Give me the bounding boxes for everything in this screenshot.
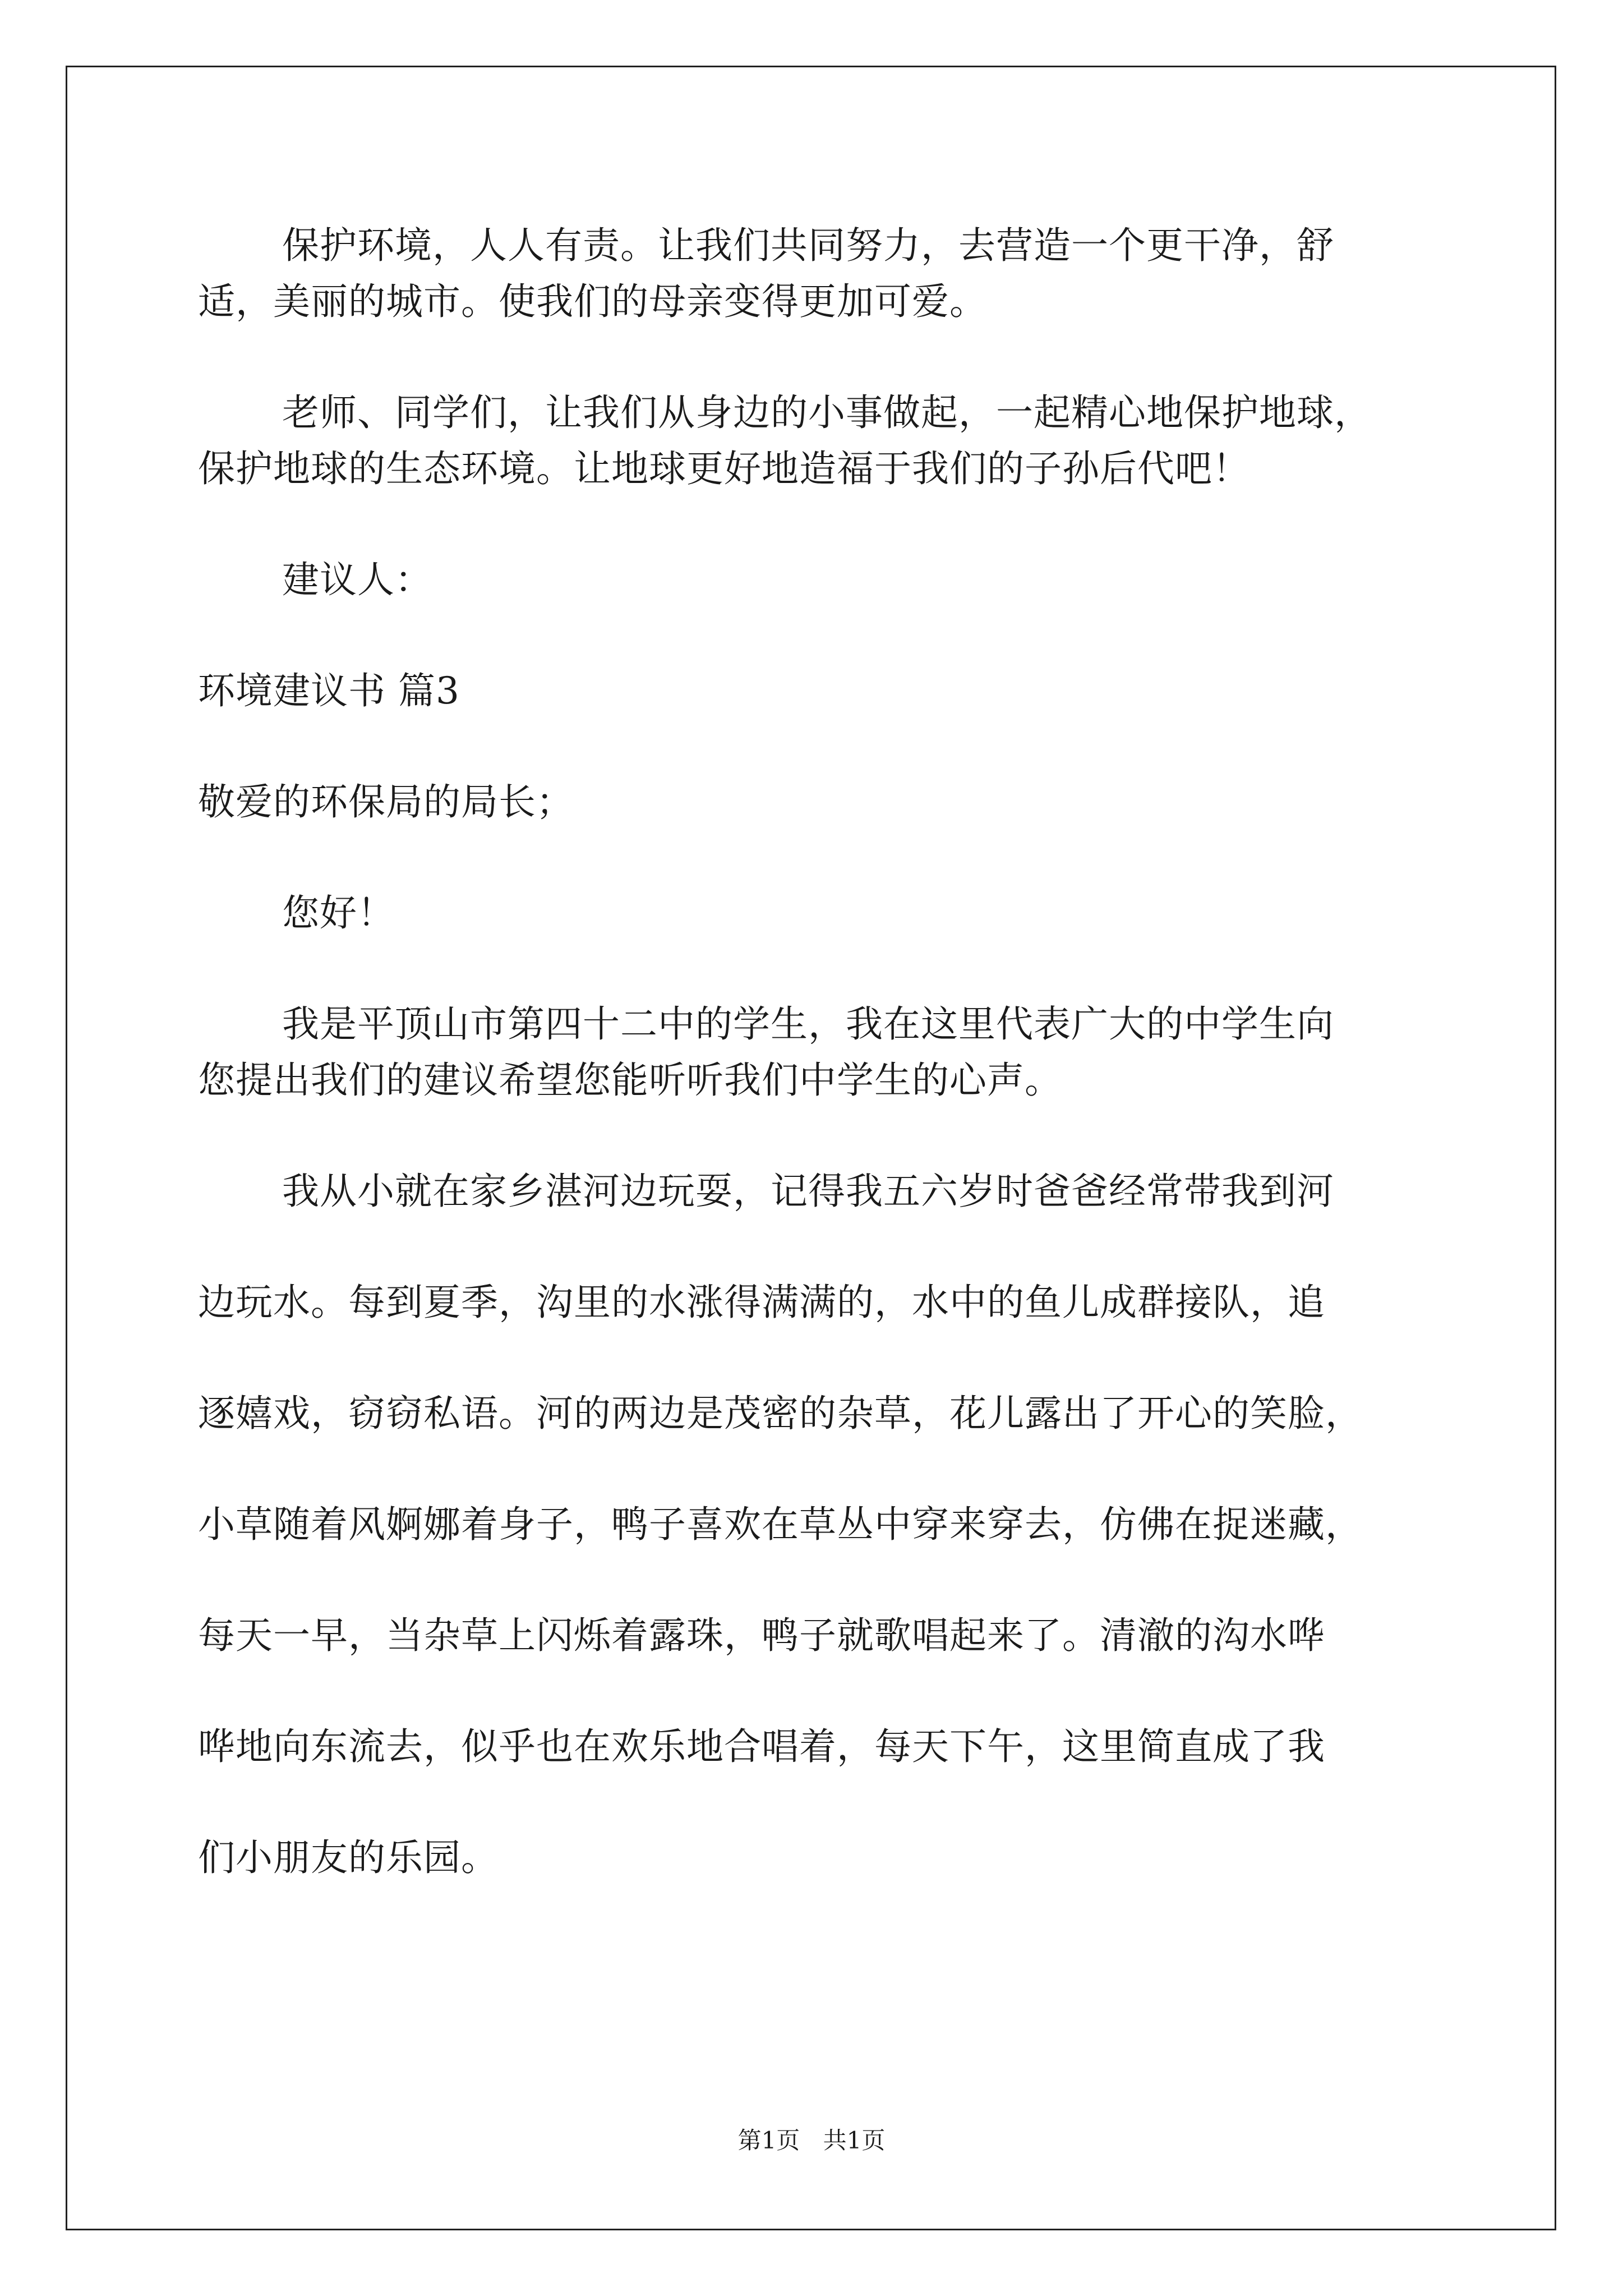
greeting: 您好！ [282, 891, 395, 935]
text-line: 边玩水。每到夏季，沟里的水涨得满满的，水中的鱼儿成群接队，追 [198, 1281, 1325, 1324]
page-footer [0, 2124, 1623, 2157]
text-line: 们小朋友的乐园。 [198, 1836, 499, 1879]
section-heading: 环境建议书 篇3 [198, 669, 460, 712]
page-total: 共1页 [823, 2127, 886, 2154]
text-line: 哗地向东流去，似乎也在欢乐地合唱着，每天下午，这里简直成了我 [198, 1725, 1325, 1768]
text-line: 适，美丽的城市。使我们的母亲变得更加可爱。 [198, 280, 987, 323]
text-line: 小草随着风婀娜着身子，鸭子喜欢在草丛中穿来穿去，仿佛在捉迷藏， [198, 1503, 1363, 1546]
text-line: 老师、同学们，让我们从身边的小事做起，一起精心地保护地球， [282, 391, 1372, 434]
text-line: 每天一早，当杂草上闪烁着露珠，鸭子就歌唱起来了。清澈的沟水哗 [198, 1614, 1325, 1657]
text-line: 逐嬉戏，窃窃私语。河的两边是茂密的杂草，花儿露出了开心的笑脸， [198, 1392, 1363, 1435]
signature-label: 建议人： [282, 558, 432, 601]
page-number: 第1页 [737, 2127, 800, 2154]
document-body [198, 218, 1465, 1886]
text-line: 我从小就在家乡湛河边玩耍，记得我五六岁时爸爸经常带我到河 [282, 1170, 1334, 1213]
text-line: 保护地球的生态环境。让地球更好地造福于我们的子孙后代吧！ [198, 447, 1250, 490]
text-line: 您提出我们的建议希望您能听听我们中学生的心声。 [198, 1059, 1062, 1102]
text-line: 保护环境，人人有责。让我们共同努力，去营造一个更干净，舒 [282, 224, 1334, 267]
text-line: 我是平顶山市第四十二中的学生，我在这里代表广大的中学生向 [282, 1002, 1334, 1046]
salutation: 敬爱的环保局的局长； [198, 780, 574, 823]
